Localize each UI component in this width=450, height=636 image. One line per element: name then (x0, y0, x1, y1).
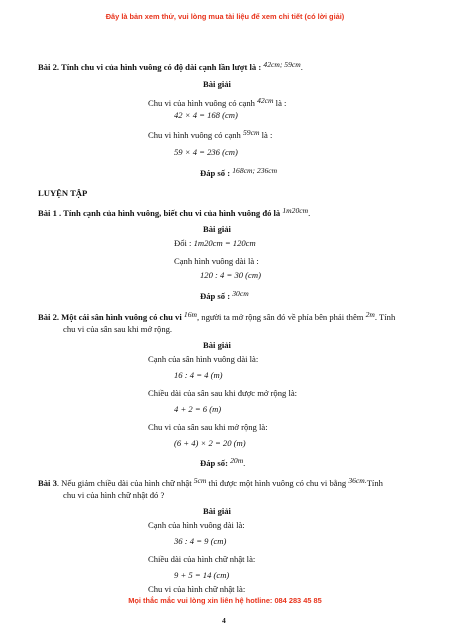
bai2a-calc2: 59 × 4 = 236 (cm) (174, 147, 238, 157)
bai1-prompt: Bài 1 . Tính cạnh của hình vuông, biết chu vi của hình vuông đó là 1m20cm. (38, 206, 311, 218)
bai1-convert-label: Đổi : (174, 238, 194, 248)
bai1-solution-title: Bài giải (203, 224, 231, 234)
bai2a-line1 (148, 98, 286, 108)
bai2b-prompt (38, 312, 395, 322)
bai3-solution-title: Bài giải (203, 506, 231, 516)
bai2b-prompt-a: Bài 2. Một cái sân hình vuông có chu vi (38, 312, 184, 322)
bai1-answer (200, 291, 249, 301)
bai3-prompt (38, 478, 383, 488)
bai2b-calc1: 16 : 4 = 4 (m) (174, 370, 223, 380)
bai3-prompt-line2: chu vi của hình chữ nhật đó ? (63, 490, 165, 500)
bai2b-prompt-c: . Tính (374, 312, 396, 322)
bai2b-answer (200, 458, 245, 468)
bai2a-line1-text: Chu vi của hình vuông có cạnh (148, 98, 258, 108)
bai2a-calc1: 42 × 4 = 168 (cm) (174, 110, 238, 120)
bai2a-line2-value: 59cm (243, 128, 260, 137)
bai2b-answer-value: 20m (230, 456, 244, 465)
bai2b-value-1: 16m (183, 310, 197, 319)
bai2a-line2-end: là : (259, 130, 273, 140)
bai2a-values: 42cm; 59cm (263, 60, 301, 69)
bai2b-step3: Chu vi của sân sau khi mở rộng là: (148, 422, 268, 432)
bai3-step1: Cạnh của hình vuông dài là: (148, 520, 245, 530)
bai2a-line2-text: Chu vi hình vuông có cạnh (148, 130, 243, 140)
bai2a-line1-end: là : (273, 98, 287, 108)
hotline-footer: Mọi thắc mắc vui lòng xin liên hệ hotline: 084 283 45 85 (128, 596, 322, 605)
bai2a-prompt: Bài 2. Tính chu vi của hình vuông có độ dài cạnh lần lượt là : 42cm; 59cm. (38, 60, 303, 72)
bai2a-prompt-text: Bài 2. Tính chu vi của hình vuông có độ dài cạnh lần lượt là : (38, 62, 264, 72)
bai2b-calc2: 4 + 2 = 6 (m) (174, 404, 222, 414)
bai1-answer-value: 30cm (232, 289, 249, 298)
bai2a-line1-value: 42cm (257, 96, 274, 105)
bai2b-value-2: 2m (365, 310, 375, 319)
bai2b-answer-label: Đáp số: (200, 458, 231, 468)
bai3-prompt-a: Bài 3 (38, 478, 57, 488)
bai3-calc2: 9 + 5 = 14 (cm) (174, 570, 230, 580)
bai3-value-1: 5cm (193, 476, 207, 485)
bai2b-step2: Chiều dài của sân sau khi được mở rộng là: (148, 388, 298, 398)
bai3-prompt-c: thì được một hình vuông có chu vi bằng (206, 478, 349, 488)
bai2b-solution-title: Bài giải (203, 340, 231, 350)
bai3-prompt-b: . Nếu giảm chiều dài của hình chữ nhật (56, 478, 194, 488)
bai1-convert (174, 238, 256, 248)
bai1-convert-value: 1m20cm = 120cm (193, 238, 256, 248)
bai2a-line2 (148, 130, 272, 140)
bai2b-step1: Cạnh của sân hình vuông dài là: (148, 354, 259, 364)
bai2b-calc3: (6 + 4) × 2 = 20 (m) (174, 438, 246, 448)
bai3-calc1: 36 : 4 = 9 (cm) (174, 536, 227, 546)
bai2a-answer (200, 168, 277, 178)
bai3-value-2: 36cm. (348, 476, 367, 485)
bai2a-answer-label: Đáp số : (200, 168, 233, 178)
bai2b-prompt-b: , người ta mở rộng sân đó về phía bên phải thêm (196, 312, 366, 322)
bai1-value: 1m20cm (282, 206, 309, 215)
bai2b-prompt-line2: chu vi của sân sau khi mở rộng. (63, 324, 173, 334)
bai3-prompt-d: Tính (366, 478, 383, 488)
bai2a-answer-value: 168cm; 236cm (232, 166, 278, 175)
practice-heading: LUYỆN TẬP (38, 188, 88, 198)
bai3-step3: Chu vi của hình chữ nhật là: (148, 584, 246, 594)
page-number: 4 (222, 616, 226, 625)
bai3-step2: Chiều dài của hình chữ nhật là: (148, 554, 256, 564)
bai1-prompt-text: Bài 1 . Tính cạnh của hình vuông, biết chu vi của hình vuông đó là (38, 208, 283, 218)
bai2b-answer-dot: . (243, 458, 246, 468)
bai2a-solution-title: Bài giải (203, 79, 231, 89)
bai1-calc: 120 : 4 = 30 (cm) (200, 270, 261, 280)
bai1-side-line: Cạnh hình vuông dài là : (174, 256, 259, 266)
preview-banner: Đây là bản xem thử, vui lòng mua tài liệu để xem chi tiết (có lời giải) (105, 12, 345, 21)
bai1-answer-label: Đáp số : (200, 291, 233, 301)
